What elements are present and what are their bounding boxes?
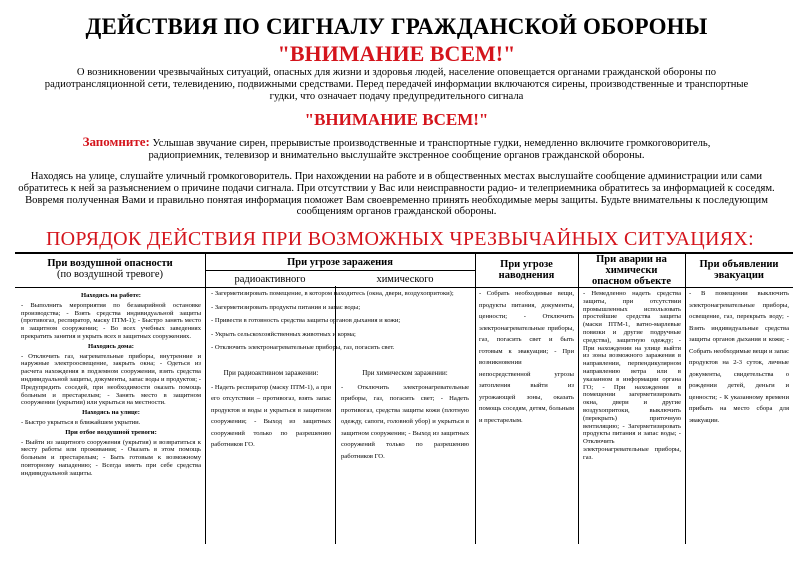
- attention-heading: "ВНИМАНИЕ ВСЕМ!": [277, 41, 516, 66]
- header-chemical: химического: [376, 274, 434, 285]
- header-accident: При аварии на химически опасном объекте: [592, 254, 671, 287]
- remember-text: Услышав звучание сирен, прерывистые производственные и транспортные гудки, немедленно включите громкоговоритель, радиоприемник, телевизор и внимательно выслушайте экстренное сообщение органов гражданской обороны.: [148, 138, 711, 161]
- header-contamination: При угрозе заражения: [287, 257, 393, 268]
- street-paragraph: Находясь на улице, слушайте уличный громкоговоритель. При нахождении на работе и в общественных местах выслушайте сообщение администрации или сами обратитесь к ней за разъяснением о причине подачи сигнала. При отсутствии у Вас или неисправности радио- и телеприемника обратитесь за информацией к соседям. Вовремя полученная Вами и правильно понятая информация поможет Вам своевременно принять необходимые меры защиты. Будьте внимательны к последующим сообщениям органов гражданской обороны.: [18, 171, 775, 218]
- intro-paragraph: О возникновении чрезвычайных ситуаций, опасных для жизни и здоровья людей, население оповещается органами гражданской обороны по радиотрансляционной сети, телевидению, подвижными средствами. Перед передачей информации включаются сирены, производственные и транспортные гудки, что означает подачу предупредительного сигнала: [44, 67, 749, 102]
- subheader-divider: [205, 270, 475, 271]
- header-air-sub: (по воздушной тревоге): [57, 269, 163, 280]
- cell-chemical: При химическом заражении: - Отключить электронагревательные приборы, газ, погасить свет; - Надеть противогаз, средства защиты кожи (плотную одежду, сапоги, головной убор) и укрыться в защитном сооружении; - Выход из защитных сооружений только по разрешению работников ГО.: [341, 369, 469, 460]
- page-title: ДЕЙСТВИЯ ПО СИГНАЛУ ГРАЖДАНСКОЙ ОБОРОНЫ: [85, 14, 708, 39]
- header-evacuation: При объявлении эвакуации: [699, 259, 779, 281]
- header-air-label: При воздушной опасности: [47, 258, 173, 269]
- column-divider: [475, 254, 476, 544]
- cell-radioactive: При радиоактивном заражении: - Надеть респиратор (маску ПТМ-1), а при его отсутствии – противогаз, взять запас продуктов и воды и укрыться в защитном сооружении; - Выход из защитных сооружений только по разрешению работников ГО.: [211, 369, 331, 448]
- cell-evacuation: - В помещении выключить электронагревательные приборы, освещение, газ, перекрыть воду; - Взять индивидуальные средства защиты органов дыхания и кожи; - Собрать необходимые вещи и запас продуктов на 2-3 суток, личные документы, свидетельства о рождении детей, деньги и ценности; - К указанному времени прибыть на место сбора для эвакуации.: [689, 290, 789, 424]
- cell-flood: - Собрать необходимые вещи, продукты питания, документы, ценности; - Отключить электронагревательные приборы, газ, погасить свет и быть готовым к эвакуации; - При возникновении непосредственной угрозы затопления выйти из угрожающей зоны, оказать помощь соседям, детям, больным и престарелым.: [479, 290, 574, 424]
- column-divider: [578, 254, 579, 544]
- order-title: ПОРЯДОК ДЕЙСТВИЯ ПРИ ВОЗМОЖНЫХ ЧРЕЗВЫЧАЙНЫХ СИТУАЦИЯХ:: [45, 228, 755, 250]
- remember-label: Запомните:: [82, 134, 150, 149]
- remember-paragraph: [50, 136, 743, 162]
- header-flood: При угрозе наводнения: [498, 259, 555, 281]
- cell-contamination-common: - Загерметизировать помещение, в котором находитесь (окна, двери, воздухопритоки); - Загерметизировать продукты питания и запас воды; - Привести в готовность средства защиты органов дыхания и кожи; - Укрыть сельскохозяйственных животных и корма; - Отключить электронагревательные приборы, газ, погасить свет.: [211, 290, 454, 351]
- header-radioactive: радиоактивного: [234, 274, 306, 285]
- cell-air-danger: Находясь на работе: - Выполнить мероприятия по безаварийной остановке производства; - Взять средства индивидуальной защиты (противогаз, респиратор, маску ПТМ-1); - Быстро занять место в защитном сооружении; - Во всех учебных заведениях прекратить занятия и укрыть всех в защитных сооружениях. Находясь дома: - Отключить газ, нагревательные приборы, внутренние и наружные электроосвещение, закрыть окна; - Одеться из расчета нахождения в подземном сооружении, взять средства индивидуальной защиты, документы, запас воды и продуктов; - Предупредить соседей, при необходимости оказать помощь больным и престарелым; - Занять место в защитном сооружении (укрытии) или укрыться на местности. Находясь на улице: - Быстро укрыться в ближайшем укрытии. При отбое воздушной тревоги: - Выйти из защитного сооружения (укрытия) и возвратиться к месту работы или проживания; - Оказать в этом помощь больным и престарелым; - Быть готовым к возможному повторному нападению; - Всегда иметь при себе средства индивидуальной защиты.: [21, 292, 201, 477]
- cell-chemical-accident: - Немедленно надеть средства защиты, при отсутствии промышленных использовать простейшие средства защиты (маски ПТМ-1, ватно-марлевые повязки и другие подручные средства), защитную одежду; - При нахождении на улице выйти из зоны возможного заражения в направлении, перпендикулярном направлению ветра или в указанном в информации органа ГО; - При нахождении в помещении загерметизировать окна, двери и другие воздухопритоки, выключить (перекрыть) приточную вентиляцию; - Загерметизировать продукты питания и запас воды; - Отключить электронагревательные приборы, газ.: [583, 290, 681, 461]
- column-divider: [685, 254, 686, 544]
- header-air-danger: [15, 258, 205, 280]
- column-divider: [205, 254, 206, 544]
- actions-table: [15, 252, 793, 544]
- attention-heading-secondary: "ВНИМАНИЕ ВСЕМ!": [304, 110, 489, 129]
